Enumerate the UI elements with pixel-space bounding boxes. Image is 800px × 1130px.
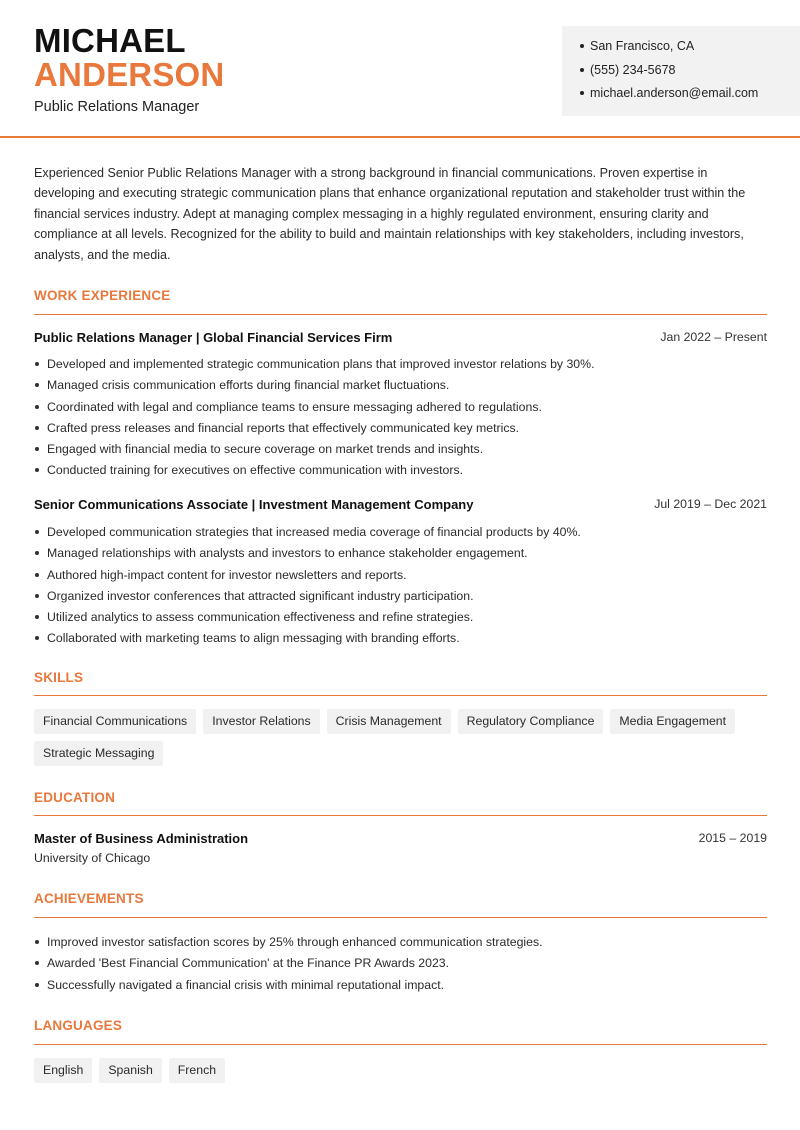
contact-box [562,26,800,116]
list-item: Improved investor satisfaction scores by 25% through enhanced communication strategies. [34,934,767,955]
skill-chip: Investor Relations [203,709,319,734]
list-item: Conducted training for executives on effective communication with investors. [34,462,767,483]
skill-chip: Regulatory Compliance [458,709,604,734]
section-title-languages: LANGUAGES [34,1018,123,1033]
list-item: Crafted press releases and financial reports that effectively communicated key metrics. [34,420,767,441]
list-item: Utilized analytics to assess communication effectiveness and refine strategies. [34,609,767,630]
list-item: Awarded 'Best Financial Communication' at the Finance PR Awards 2023. [34,955,767,976]
list-item: Developed communication strategies that increased media coverage of financial products by 40%. [34,524,767,545]
job-2-bullets [34,524,767,652]
skill-chip: Media Engagement [610,709,735,734]
list-item: Developed and implemented strategic communication plans that improved investor relations by 30%. [34,356,767,377]
language-chip: Spanish [99,1058,161,1083]
section-title-achievements: ACHIEVEMENTS [34,891,144,906]
education-school: University of Chicago [34,851,151,865]
section-title-education: EDUCATION [34,790,116,805]
professional-summary: Experienced Senior Public Relations Manager with a strong background in financial communications. Proven expertise in developing and executing strategic communication plans that enhance organizational reputation and stakeholder trust within the financial services industry. Adept at managing complex messaging in a highly regulated environment, ensuring clarity and compliance at all levels. Recognized for the ability to build and maintain relationships with key stakeholders, including investors, analysts, and the media. [34,166,746,262]
job-title: Public Relations Manager [34,99,200,115]
list-item: Engaged with financial media to secure coverage on market trends and insights. [34,441,767,462]
resume-header [0,0,800,138]
first-name: MICHAEL [34,22,186,59]
achievements-list [34,934,767,998]
job-dates-2: Jul 2019 – Dec 2021 [654,497,767,511]
languages-list [34,1058,767,1090]
contact-location: San Francisco, CA [580,38,800,62]
contact-phone: (555) 234-5678 [580,62,800,86]
job-dates-1: Jan 2022 – Present [660,330,767,344]
job-1-bullets [34,356,767,484]
list-item: Collaborated with marketing teams to align messaging with branding efforts. [34,630,767,651]
last-name: ANDERSON [34,56,225,93]
education-degree: Master of Business Administration [34,831,249,846]
list-item: Successfully navigated a financial crisis with minimal reputational impact. [34,977,767,998]
section-divider [34,695,767,696]
skills-list [34,709,767,773]
section-divider [34,815,767,816]
job-entry-2-header [34,497,767,515]
education-dates: 2015 – 2019 [698,831,767,845]
section-title-skills: SKILLS [34,670,84,685]
skill-chip: Crisis Management [327,709,451,734]
section-divider [34,1044,767,1045]
list-item: Organized investor conferences that attracted significant industry participation. [34,588,767,609]
list-item: Coordinated with legal and compliance teams to ensure messaging adhered to regulations. [34,399,767,420]
list-item: Authored high-impact content for investor newsletters and reports. [34,567,767,588]
job-entry-1-header [34,330,767,348]
section-divider [34,314,767,315]
job-title-2: Senior Communications Associate | Investment Management Company [34,497,474,512]
list-item: Managed crisis communication efforts during financial market fluctuations. [34,377,767,398]
contact-email: michael.anderson@email.com [580,85,800,109]
language-chip: French [169,1058,225,1083]
list-item: Managed relationships with analysts and investors to enhance stakeholder engagement. [34,545,767,566]
language-chip: English [34,1058,92,1083]
job-title-1: Public Relations Manager | Global Financial Services Firm [34,330,393,345]
skill-chip: Strategic Messaging [34,741,163,766]
section-divider [34,917,767,918]
section-title-work: WORK EXPERIENCE [34,288,171,303]
skill-chip: Financial Communications [34,709,196,734]
